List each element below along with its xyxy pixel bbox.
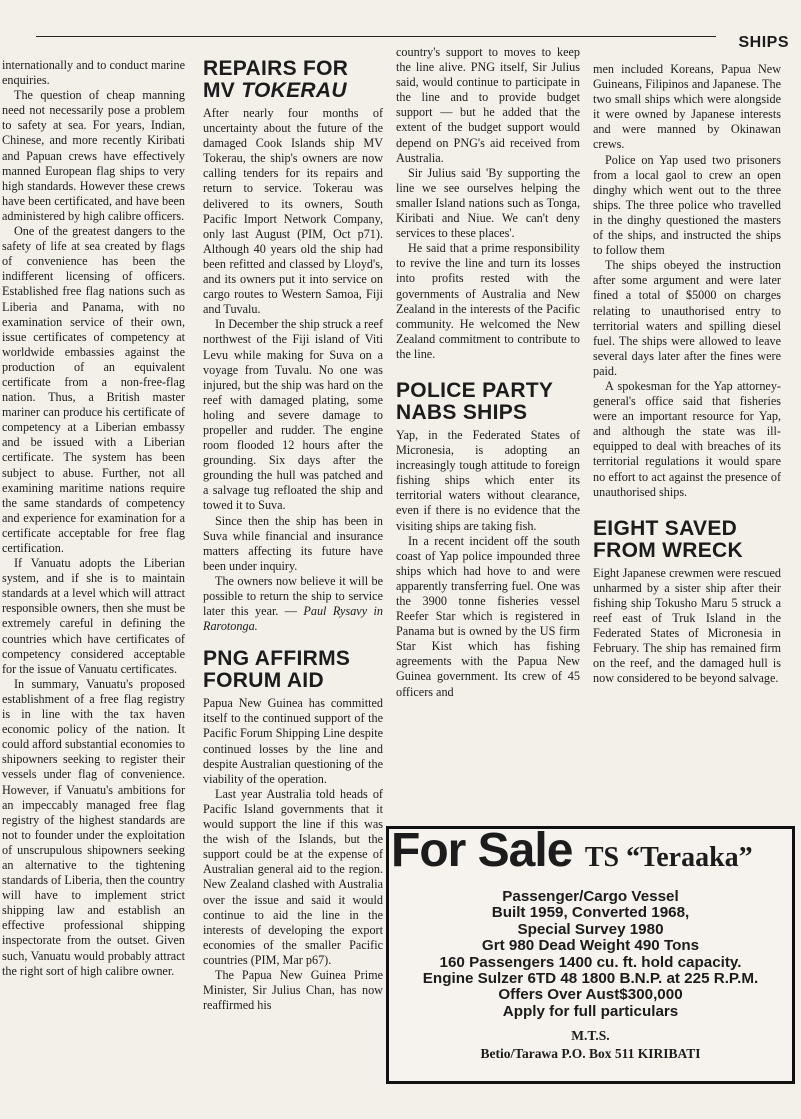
paragraph: The question of cheap manning need not necessarily pose a problem to safety at sea. For years, Indian, Chinese, and more recently Kiribati and Papuan crews have effectively manned European flag ships to very high standards. However these crews have been certificated, and have been administered by high calibre officers. xyxy=(2,88,185,223)
header-rule xyxy=(36,36,716,37)
advert-line: Special Survey 1980 xyxy=(517,920,664,938)
headline-ship-name: TOKERAU xyxy=(241,79,347,102)
advert-line: Engine Sulzer 6TD 48 1800 B.N.P. at 225 R.P.M. xyxy=(422,970,759,988)
headline-line: EIGHT SAVED xyxy=(593,516,738,540)
advert-contact-name: M.T.S. xyxy=(571,1028,610,1043)
paragraph: internationally and to conduct marine enquiries. xyxy=(2,58,185,88)
headline-line: POLICE PARTY xyxy=(396,378,554,402)
paragraph: After nearly four months of uncertainty about the future of the damaged Cook Islands ship MV Tokerau, the ship's owners are now calling tenders for its repairs and return to service. Tokerau was delivered to its owners, South Pacific Import Network Company, only last August (PIM, Oct p71). Although 40 years old the ship had been refitted and classed by Lloyd's, and its owners put it into service on cargo routes to Western Samoa, Fiji and Tuvalu. xyxy=(203,106,383,317)
article-headline xyxy=(203,648,383,692)
advert-contact-address: Betio/Tarawa P.O. Box 511 KIRIBATI xyxy=(480,1046,701,1061)
paragraph: If Vanuatu adopts the Liberian system, and if she is to maintain standards at a level which will attract responsible owners, then she must be extremely careful in defining the countries which have certificates of competency considered acceptable for the issue of Vanuatu certificates. xyxy=(2,556,185,676)
paragraph: Papua New Guinea has committed itself to the continued support of the Pacific Forum Shipping Line despite continued losses by the line and despite Australian questioning of the viability of the operation. xyxy=(203,696,383,786)
paragraph: men included Koreans, Papua New Guineans, Filipinos and Japanese. The two small ships which were alongside it were owned by Japanese interests and were manned by Okinawan crews. xyxy=(593,62,781,152)
article-headline xyxy=(203,58,383,102)
for-sale-advert xyxy=(386,826,795,1084)
paragraph: The ships obeyed the instruction after some argument and were later fined a total of $5000 on charges relating to unauthorised entry to territorial waters and spilling diesel fuel. The ships were allowed to leave several days later after the fines were paid. xyxy=(593,258,781,378)
paragraph: Sir Julius said 'By supporting the line we see ourselves helping the smaller Island nations such as Tonga, Kiribati and Niue. We can't deny services to these places'. xyxy=(396,165,580,241)
column-4 xyxy=(593,62,781,686)
headline-line: FROM WRECK xyxy=(593,538,743,562)
paragraph: In a recent incident off the south coast of Yap police impounded three ships which had hove to and were apparently transferring fuel. One was the 3900 tonne fisheries vessel Reefer Star which is registered in Panama but is owned by the US firm Star Kist which has fishing agreements with the Papua New Guinea government. Its crew of 45 officers and xyxy=(396,533,580,699)
advert-line: 160 Passengers 1400 cu. ft. hold capacity. xyxy=(439,953,742,971)
advert-heading xyxy=(389,823,792,878)
paragraph: In summary, Vanuatu's proposed establishment of a free flag registry is in line with the tax haven economic policy of the nation. It could afford substantial economies to shipowners seeking to register their vessels under flag of convenience. However, if Vanuatu's ambitions for an impeccably managed free flag registry of the highest standards are not to founder under the exploitation of unscrupulous shipowners seeking an alternative to the tightening standards of Liberia, then the country will have to implement strict shipping law and establish an effective professional shipping inspectorate from the outset. Given such, Vanuatu would probably attract the right sort of high calibre owner. xyxy=(2,676,185,978)
article-headline xyxy=(593,518,781,562)
article-police xyxy=(396,380,580,700)
advert-line: Passenger/Cargo Vessel xyxy=(502,888,679,905)
advert-specs xyxy=(389,889,792,1020)
advert-line: Built 1959, Converted 1968, xyxy=(491,904,690,922)
paragraph: Yap, in the Federated States of Micronesia, is adopting an increasingly tough attitude to foreign fishing ships which enter its territorial waters without clearance, even if there is no evidence that the visiting ships are taking fish. xyxy=(396,427,580,533)
paragraph: One of the greatest dangers to the safety of life at sea created by flags of convenience has been the indifferent licensing of officers. Established free flag nations such as Liberia and Panama, with no examination service of their own, issue certificates of competency at worldwide embassies against the production of an equivalent certificate from a non-free-flag nation. Thus, a British master mariner can produce his certificate of competency at a Liberian embassy and be issued with a Liberian certificate. The system has been subject to abuse. Further, not all examining maritime nations require the same standards of competency and experience for examination for a certificate acceptable for free flag certification. xyxy=(2,224,185,555)
article-png xyxy=(203,648,383,1013)
paragraph-text: The owners now believe it will be possible to return the ship to service later this year. — xyxy=(203,573,383,619)
article-repairs xyxy=(203,58,383,634)
advert-line: Offers Over Aust$300,000 xyxy=(498,986,683,1004)
advert-vessel-name: TS “Teraaka” xyxy=(584,842,753,873)
paragraph xyxy=(203,574,383,634)
paragraph: He said that a prime responsibility to revive the line and turn its losses into profits rested with the governments of Australia and New Zealand in the interests of the Pacific community. He welcomed the New Zealand commitment to contribute to the line. xyxy=(396,241,580,361)
paragraph: Last year Australia told heads of Pacific Island governments that it would support the line if this was the wish of the Islands, but the support could be at the expense of Australian general aid to the region. New Zealand clashed with Australia over the issue and said it would continue to aid the line in the interests of developing the export economies of the smaller Pacific countries (PIM, Mar p67). xyxy=(203,786,383,967)
byline: Paul Rysavy in Rarotonga. xyxy=(203,604,383,634)
headline-line: FORUM AID xyxy=(203,669,324,693)
advert-contact xyxy=(389,1027,792,1063)
headline-line: MV xyxy=(203,79,242,102)
headline-line: REPAIRS FOR xyxy=(203,57,349,80)
paragraph: country's support to moves to keep the line alive. PNG itself, Sir Julius said, would continue to participate in the line and to provide budget support — but he added that the extent of the budget support would depend on PNG's aid received from Australia. xyxy=(396,45,580,165)
column-3 xyxy=(396,45,580,700)
paragraph: In December the ship struck a reef northwest of the Fiji island of Viti Levu while making for Suva on a voyage from Tuvalu. No one was injured, but the ship was hard on the reef with damaged plating, some holing and severe damage to propeller and rudder. The engine room flooded 12 hours after the grounding. Six days after the grounding the hull was patched and a salvage tug refloated the ship and towed it to Suva. xyxy=(203,317,383,513)
paragraph: The Papua New Guinea Prime Minister, Sir Julius Chan, has now reaffirmed his xyxy=(203,967,383,1013)
headline-line: PNG AFFIRMS xyxy=(203,647,351,671)
paragraph: Police on Yap used two prisoners from a local gaol to crew an open dinghy which went out to the three ships. The three police who travelled in the dinghy questioned the masters of the ships, and instructed the ships to follow them xyxy=(593,152,781,258)
advert-line: Apply for full particulars xyxy=(502,1002,679,1020)
advert-line: Grt 980 Dead Weight 490 Tons xyxy=(481,937,700,955)
advert-for-sale: For Sale xyxy=(391,824,573,877)
section-label: SHIPS xyxy=(738,34,789,51)
column-1 xyxy=(2,58,185,979)
paragraph: Eight Japanese crewmen were rescued unharmed by a sister ship after their fishing ship Tokusho Maru 5 struck a reef east of Truk Island in the Federated States of Micronesia in February. The ship has remained firm on the reef, and the damaged hull is now considered to be beyond salvage. xyxy=(593,565,781,686)
paragraph: A spokesman for the Yap attorney-general's office said that fisheries were an important resource for Yap, and although the state was ill-equipped to deal with breaches of its territorial regulations it would spare no effort to act against the presence of unauthorised ships. xyxy=(593,378,781,499)
article-headline xyxy=(396,380,580,424)
headline-line: NABS SHIPS xyxy=(396,400,528,424)
paragraph: Since then the ship has been in Suva while financial and insurance matters affecting its future have been under inquiry. xyxy=(203,513,383,573)
column-2 xyxy=(203,58,383,1013)
article-wreck xyxy=(593,518,781,687)
